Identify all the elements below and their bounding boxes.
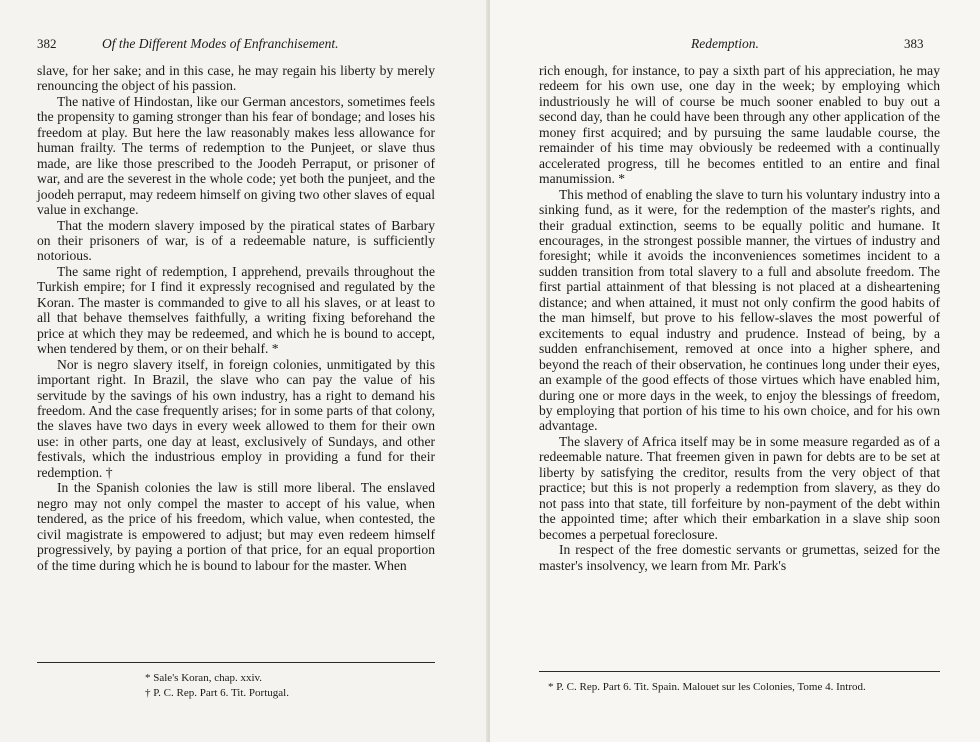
right-page	[490, 0, 980, 742]
left-body-text	[37, 63, 435, 573]
paragraph: rich enough, for instance, to pay a sixth part of his appreciation, he may redeem for his own use, one day in the week; by employing which industriously he will of course be much sooner enabled to buy out a second day, than he could have been through any other application of the money first acquired; and by pursuing the same laudable course, the remainder of his time may obviously be redeemed with a continually accelerated progress, till he becomes entitled to an entire and final manumission. *	[539, 63, 940, 187]
left-page-header	[37, 36, 447, 52]
right-page-number: 383	[904, 36, 924, 51]
paragraph: The slavery of Africa itself may be in some measure regarded as of a redeemable nature. That freemen given in pawn for debts are to be set at liberty by satisfying the creditor, results from the very object of that practice; but this is not properly a redemption from slavery, as they do not pass into that state, till forfeiture by non-payment of the debt within the appointed time; after which their embarkation in a slave ship soon becomes a perpetual foreclosure.	[539, 433, 940, 542]
left-running-title: Of the Different Modes of Enfranchisement.	[102, 36, 339, 51]
paragraph: The same right of redemption, I apprehend, prevails throughout the Turkish empire; for I find it expressly recognised and regulated by the Koran. The master is commanded to give to all his slaves, or at least to all that behave themselves faithfully, a writing fixing beforehand the price at which they may be redeemed, and which he is bound to accept, when tendered by them, or on their behalf. *	[37, 263, 435, 357]
right-running-title: Redemption.	[691, 36, 759, 51]
paragraph: The native of Hindostan, like our German ancestors, sometimes feels the propensity to gaming stronger than his fear of bondage; and loses his freedom at play. But here the law reasonably makes less allowance for human frailty. The terms of redemption to the Punjeet, or slave thus made, are like those prescribed to the Joodeh Perraput, or prisoner of war, and are the severest in the whole code; yet both the punjeet, and the joodeh perraput, may redeem himself on giving two other slaves of equal value in exchange.	[37, 93, 435, 218]
footnote: * Sale's Koran, chap. xxiv.	[145, 672, 263, 684]
right-page-header	[539, 36, 939, 52]
footnote-divider	[37, 662, 435, 663]
right-footnotes	[548, 680, 940, 695]
footnote-divider	[539, 671, 940, 672]
left-footnotes	[145, 671, 435, 701]
footnote: * P. C. Rep. Part 6. Tit. Spain. Malouet sur les Colonies, Tome 4. Introd.	[548, 681, 866, 693]
paragraph: Nor is negro slavery itself, in foreign colonies, unmitigated by this important right. In Brazil, the slave who can pay the value of his servitude by the savings of his own industry, has a right to demand his freedom. And the case frequently arises; for in some parts of that colony, the slaves have two days in every week allowed to them for their own use: in other parts, one day at least, exclusively of Sundays, and other festivals, which the industrious employ in providing a fund for their redemption. †	[37, 356, 435, 480]
paragraph: In respect of the free domestic servants or grumettas, seized for the master's insolvency, we learn from Mr. Park's	[539, 542, 940, 573]
paragraph: slave, for her sake; and in this case, he may regain his liberty by merely renouncing the object of his passion.	[37, 63, 435, 94]
paragraph: In the Spanish colonies the law is still more liberal. The enslaved negro may not only compel the master to accept of his value, when tendered, as the price of his freedom, which value, when contested, the civil magistrate is empowered to adjust; but may even redeem himself progressively, by paying a portion of that price, for an equal proportion of the time during which he is bound to labour for the master. When	[37, 480, 435, 573]
right-body-text	[539, 63, 940, 573]
paragraph: That the modern slavery imposed by the piratical states of Barbary on their prisoners of war, is of a redeemable nature, is sufficiently notorious.	[37, 217, 435, 264]
left-page-number: 382	[37, 36, 57, 51]
paragraph: This method of enabling the slave to turn his voluntary industry into a sinking fund, as it were, for the redemption of the master's rights, and their gradual extinction, seems to be equally politic and humane. It encourages, in the strongest possible manner, the virtues of industry and foresight; while it avoids the inconveniences sometimes incident to a sudden transition from total slavery to a full and absolute freedom. The first partial attainment of that blessing is not placed at a disheartening distance; and when attained, it must not only confirm the good habits of the man himself, but prove to his fellow-slaves the most powerful of excitements to equal industry and prudence. Instead of being, by a sudden enfranchisement, removed at once into a higher sphere, and beyond the reach of their observation, he continues long under their eyes, an example of the good effects of those virtues which have enabled him, during one or more days in the week, to enjoy the blessings of freedom, by employing that portion of his time to his own choice, and for his own advantage.	[539, 186, 940, 434]
left-page	[0, 0, 488, 742]
footnote: † P. C. Rep. Part 6. Tit. Portugal.	[145, 687, 289, 699]
